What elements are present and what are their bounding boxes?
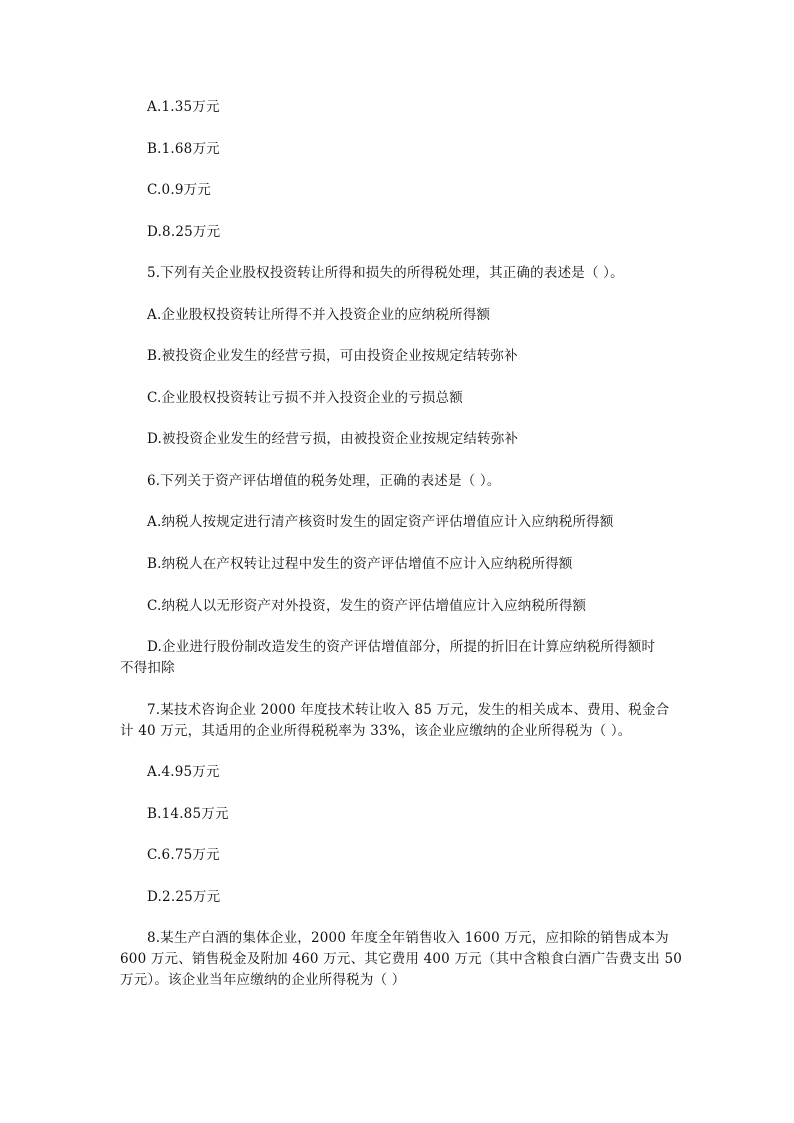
q4-option-c: C.0.9万元 xyxy=(147,182,212,198)
q4-option-b: B.1.68万元 xyxy=(147,141,220,157)
question-5: 5.下列有关企业股权投资转让所得和损失的所得税处理，其正确的表述是（ ）。 xyxy=(147,265,624,281)
q6-option-d-line2: 不得扣除 xyxy=(120,660,175,676)
q4-option-a: A.1.35万元 xyxy=(147,99,220,115)
q6-option-c: C.纳税人以无形资产对外投资，发生的资产评估增值应计入应纳税所得额 xyxy=(147,598,587,614)
question-8-line1: 8.某生产白酒的集体企业，2000 年度全年销售收入 1600 万元，应扣除的销售成本为 xyxy=(147,930,669,946)
q6-option-d-line1: D.企业进行股份制改造发生的资产评估增值部分，所提的折旧在计算应纳税所得额时 xyxy=(147,639,656,655)
q6-option-a: A.纳税人按规定进行清产核资时发生的固定资产评估增值应计入应纳税所得额 xyxy=(147,514,614,530)
q6-option-b: B.纳税人在产权转让过程中发生的资产评估增值不应计入应纳税所得额 xyxy=(147,556,573,572)
q5-option-a: A.企业股权投资转让所得不并入投资企业的应纳税所得额 xyxy=(147,307,491,323)
q7-option-d: D.2.25万元 xyxy=(147,889,221,905)
question-7-line1: 7.某技术咨询企业 2000 年度技术转让收入 85 万元，发生的相关成本、费用、税金合 xyxy=(147,702,670,718)
q4-option-d: D.8.25万元 xyxy=(147,224,221,240)
question-8-line3: 万元）。该企业当年应缴纳的企业所得税为（ ） xyxy=(120,972,406,988)
q5-option-c: C.企业股权投资转让亏损不并入投资企业的亏损总额 xyxy=(147,390,463,406)
question-8-line2: 600 万元、销售税金及附加 460 万元、其它费用 400 万元（其中含粮食白酒广告费支出 50 xyxy=(120,951,683,967)
question-7-line2: 计 40 万元，其适用的企业所得税税率为 33%，该企业应缴纳的企业所得税为（ ）。 xyxy=(120,723,632,739)
q7-option-a: A.4.95万元 xyxy=(147,764,220,780)
q5-option-d: D.被投资企业发生的经营亏损，由被投资企业按规定结转弥补 xyxy=(147,431,519,447)
q7-option-b: B.14.85万元 xyxy=(147,806,229,822)
q7-option-c: C.6.75万元 xyxy=(147,847,220,863)
q5-option-b: B.被投资企业发生的经营亏损，可由投资企业按规定结转弥补 xyxy=(147,348,518,364)
question-6: 6.下列关于资产评估增值的税务处理，正确的表述是（ ）。 xyxy=(147,473,501,489)
